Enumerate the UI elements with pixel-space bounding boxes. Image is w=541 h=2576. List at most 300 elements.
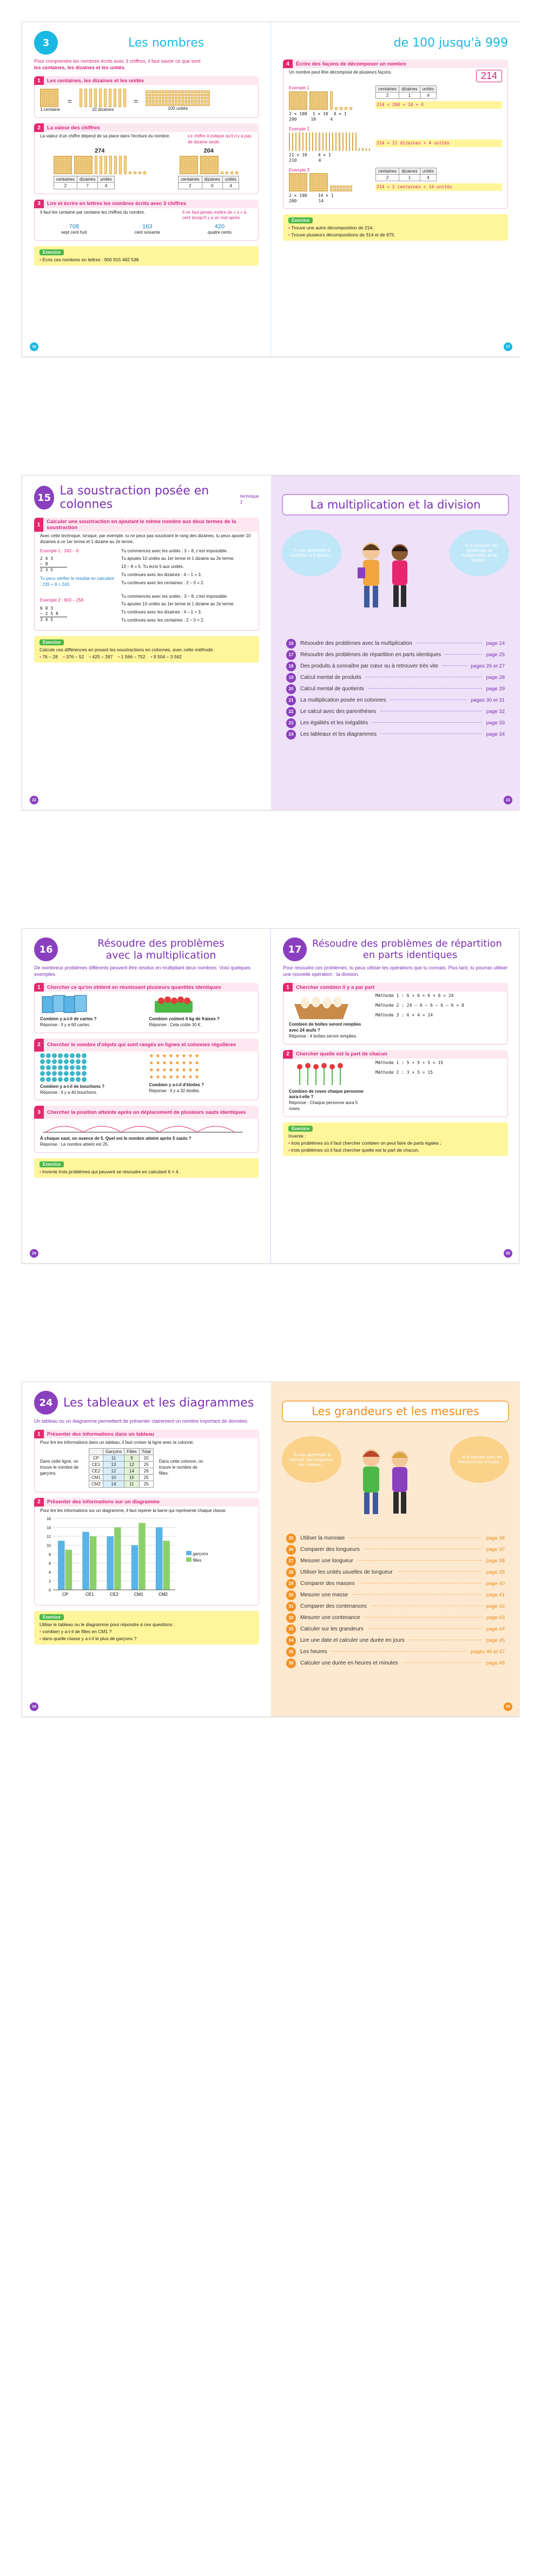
unit-cube-icon bbox=[201, 100, 203, 103]
cap-icon bbox=[64, 1077, 69, 1082]
star-icon: ★ bbox=[149, 1074, 154, 1080]
star-icon: ★ bbox=[175, 1053, 180, 1059]
unit-cube-icon bbox=[134, 171, 136, 174]
header: unités bbox=[420, 168, 436, 174]
ten-bar-icon bbox=[299, 133, 300, 151]
calc-line: 2 3 5 bbox=[40, 567, 54, 573]
bar-garçons-CM2 bbox=[156, 1527, 163, 1590]
unit-cube-icon bbox=[343, 189, 346, 191]
header-unites: unités bbox=[222, 176, 239, 182]
ten-bar-icon bbox=[342, 133, 344, 151]
step: Tu ajoutes 10 unités au 1er terme et 1 dizaine au 2e terme. bbox=[121, 556, 235, 562]
unit-cube-icon bbox=[181, 100, 184, 103]
cap-icon bbox=[58, 1065, 63, 1070]
bar-filles-CE2 bbox=[114, 1527, 121, 1590]
toc-entry bbox=[286, 683, 505, 695]
speech-bubble-right: … et à résoudre des problèmes de multiplication et de division. bbox=[450, 530, 509, 576]
toc-leader-dots bbox=[331, 1651, 466, 1652]
decomposition-row: 214 = 2 centaines + 14 unités bbox=[375, 183, 502, 191]
toc-chapter-number: 32 bbox=[286, 1613, 296, 1623]
table-cell: 20 bbox=[139, 1455, 153, 1461]
ten-bar-icon bbox=[295, 133, 296, 151]
unit-cube-icon bbox=[201, 97, 203, 100]
page-number: 22 bbox=[30, 796, 38, 804]
toc-chapter-number: 23 bbox=[286, 718, 296, 728]
unit-cube-icon bbox=[165, 100, 168, 103]
table-header: Garçons bbox=[103, 1448, 124, 1455]
star-icon: ★ bbox=[168, 1074, 174, 1080]
ten-bar-icon bbox=[330, 91, 333, 110]
question: Combien y a-t-il de bouchons ? bbox=[40, 1084, 105, 1089]
toc-chapter-title: Des produits à connaître par cœur ou à retrouver très vite bbox=[300, 663, 439, 669]
cap-icon bbox=[82, 1071, 87, 1076]
unit-cube-icon bbox=[194, 90, 197, 93]
unit-cube-icon bbox=[369, 148, 370, 151]
cap-icon bbox=[64, 1071, 69, 1076]
cell: 4 bbox=[98, 182, 114, 189]
cap-icon bbox=[64, 1053, 69, 1058]
header-centaines: centaines bbox=[179, 176, 202, 182]
cap-icon bbox=[70, 1077, 75, 1082]
example-274 bbox=[54, 148, 146, 189]
unit-cube-icon bbox=[175, 94, 177, 96]
title-line: en parts identiques bbox=[362, 949, 458, 961]
toc-entry bbox=[286, 672, 505, 683]
toc-chapter-number: 28 bbox=[286, 1568, 296, 1577]
method: Méthode 1 : 5 + 5 + 5 = 15 bbox=[375, 1060, 444, 1065]
toc-chapter-title: Le calcul avec des parenthèses bbox=[300, 709, 377, 715]
cell: 4 bbox=[222, 182, 239, 189]
ten-bar-icon bbox=[100, 156, 102, 174]
toc-chapter-number: 19 bbox=[286, 673, 296, 683]
cap-icon bbox=[46, 1053, 51, 1058]
toc-chapter-title: Résoudre des problèmes avec la multiplication bbox=[300, 640, 412, 646]
chapter-title: Les tableaux et les diagrammes bbox=[63, 1396, 254, 1410]
unit-cube-icon bbox=[181, 90, 184, 93]
page-number: 16 bbox=[30, 342, 38, 351]
unit-cube-icon bbox=[175, 90, 177, 93]
place-value-table: centaines dizaines unités 2 1 4 bbox=[375, 85, 437, 99]
cell: 0 bbox=[202, 182, 222, 189]
unit-cube-icon bbox=[349, 189, 352, 191]
ten-bar-icon bbox=[355, 133, 357, 151]
toc-leader-dots bbox=[445, 654, 482, 655]
unit-cube-icon bbox=[155, 103, 158, 106]
star-icon: ★ bbox=[168, 1067, 174, 1073]
star-icon: ★ bbox=[168, 1060, 174, 1066]
page-right bbox=[271, 929, 520, 1263]
cap-icon bbox=[52, 1071, 57, 1076]
section-title: Chercher le nombre d'objets qui sont rangés en lignes et colonnes régulières bbox=[47, 1042, 236, 1048]
cap-icon bbox=[40, 1053, 45, 1058]
unit-cube-icon bbox=[168, 90, 171, 93]
unit-cube-icon bbox=[152, 103, 155, 106]
decomposition-example-2 bbox=[289, 127, 502, 163]
toc-chapter-title: Comparer des masses bbox=[300, 1581, 355, 1587]
hundred-cube-icon bbox=[200, 156, 219, 174]
toc-page-ref: page 48 bbox=[486, 1660, 505, 1666]
table-header bbox=[89, 1448, 103, 1455]
formula: 4 × 1 bbox=[333, 111, 347, 116]
section-note: Le chiffre 4 indique qu'il n'y a pas de dizaine seule. bbox=[188, 134, 252, 144]
title-line: Résoudre des problèmes bbox=[97, 937, 225, 949]
step: Tu commences avec les unités : 3 – 8, c'est impossible. bbox=[121, 593, 228, 599]
unit-cube-icon bbox=[171, 97, 174, 100]
cap-icon bbox=[76, 1077, 81, 1082]
answer: Réponse : Il y a 40 bouchons. bbox=[40, 1089, 97, 1095]
cap-icon bbox=[40, 1065, 45, 1070]
toc-entry bbox=[286, 717, 505, 729]
ten-bar-icon bbox=[322, 133, 324, 151]
unit-cube-icon bbox=[149, 103, 151, 106]
calc-line: – 2 5 8 bbox=[40, 611, 67, 617]
table-of-contents bbox=[286, 638, 505, 740]
toc-page-ref: page 42 bbox=[486, 1603, 505, 1609]
hundred-cube-icon bbox=[309, 91, 328, 110]
x-tick-label: CE2 bbox=[110, 1591, 118, 1597]
hundred-cube-icon bbox=[74, 156, 93, 174]
toc-chapter-number: 35 bbox=[286, 1647, 296, 1657]
ten-bar-icon bbox=[312, 133, 313, 151]
step: Tu commences avec les unités : 3 – 8, c'est impossible. bbox=[121, 548, 228, 553]
section-number: 2 bbox=[283, 1050, 293, 1059]
ten-bar-icon bbox=[352, 133, 353, 151]
unit-cube-icon bbox=[175, 100, 177, 103]
cap-icon bbox=[82, 1077, 87, 1082]
header-unites: unités bbox=[98, 176, 114, 182]
bar-garçons-CE2 bbox=[107, 1536, 114, 1590]
toc-chapter-title: Mesurer une longueur bbox=[300, 1558, 353, 1564]
legend-swatch bbox=[186, 1551, 192, 1555]
ten-bar-icon bbox=[332, 133, 333, 151]
unit-cube-icon bbox=[165, 90, 168, 93]
star-icon: ★ bbox=[149, 1067, 154, 1073]
unit-cube-icon bbox=[207, 103, 210, 106]
table-cell: 25 bbox=[139, 1474, 153, 1481]
unit-cube-icon bbox=[194, 94, 197, 96]
question: Combien de boîtes seront remplies avec 24 œufs ? bbox=[289, 1022, 361, 1033]
section-title: Chercher la position atteinte après un déplacement de plusieurs sauts identiques bbox=[47, 1109, 246, 1115]
example-number: 214 bbox=[476, 70, 502, 82]
toc-page-ref: page 34 bbox=[486, 731, 505, 737]
table-cell: CM2 bbox=[89, 1481, 103, 1487]
ten-bar-icon bbox=[99, 89, 102, 107]
toc-chapter-number: 29 bbox=[286, 1579, 296, 1589]
page-right bbox=[271, 22, 520, 356]
title-line: Résoudre des problèmes de répartition bbox=[312, 938, 502, 949]
unit-cube-icon bbox=[175, 97, 177, 100]
unit-cube-icon bbox=[191, 100, 194, 103]
intro-line-2: les centaines, les dizaines et les unités. bbox=[34, 65, 126, 71]
toc-entry bbox=[286, 660, 505, 672]
unit-cube-icon bbox=[197, 90, 200, 93]
unit-cube-icon bbox=[335, 107, 338, 110]
star-icon: ★ bbox=[175, 1074, 180, 1080]
method: Méthode 2 : 3 × 5 = 15 bbox=[375, 1069, 433, 1075]
value: 210 bbox=[289, 157, 297, 163]
ten-bar-icon bbox=[104, 89, 107, 107]
unit-cube-icon bbox=[168, 97, 171, 100]
question: À chaque saut, on avance de 5. Quel est le nombre atteint après 5 sauts ? bbox=[40, 1136, 192, 1141]
toc-page-ref: page 45 bbox=[486, 1637, 505, 1643]
star-icon: ★ bbox=[155, 1053, 161, 1059]
exercise-label: Exercice bbox=[39, 1614, 64, 1620]
legend-label: filles bbox=[193, 1557, 202, 1563]
header: unités bbox=[420, 86, 436, 93]
section-1 bbox=[34, 983, 259, 1033]
section-3 bbox=[34, 1106, 259, 1153]
unit-cube-icon bbox=[201, 90, 203, 93]
toc-chapter-title: Mesurer une contenance bbox=[300, 1615, 360, 1621]
unit-cube-icon bbox=[155, 94, 158, 96]
exercise-label: Exercice bbox=[39, 1161, 64, 1167]
decomposition-example-1 bbox=[289, 85, 502, 122]
chapter-number-badge: 17 bbox=[283, 937, 307, 961]
place-value-table bbox=[54, 176, 115, 189]
toc-entry bbox=[286, 1555, 505, 1567]
chapter-title-right: de 100 jusqu'à 999 bbox=[393, 36, 508, 50]
toc-leader-dots bbox=[352, 1594, 481, 1595]
cap-icon bbox=[58, 1077, 63, 1082]
bar-filles-CM1 bbox=[138, 1523, 146, 1590]
toc-chapter-number: 31 bbox=[286, 1602, 296, 1611]
intro-line-1: Pour comprendre les nombres écrits avec 3 chiffres, il faut savoir ce que sont bbox=[34, 58, 201, 64]
calc-line: 3 4 5 bbox=[40, 617, 54, 622]
exercise-item: • combien y a-t-il de filles en CM1 ? bbox=[39, 1629, 254, 1634]
unit-cube-icon bbox=[162, 103, 164, 106]
unit-cube-icon bbox=[197, 100, 200, 103]
ten-bar-icon bbox=[315, 133, 316, 151]
toc-entry bbox=[286, 1601, 505, 1612]
unit-cube-icon bbox=[201, 94, 203, 96]
toc-chapter-number: 26 bbox=[286, 1545, 296, 1555]
y-tick-label: 16 bbox=[47, 1517, 51, 1521]
value: 14 bbox=[318, 199, 324, 204]
ten-bar-icon bbox=[289, 133, 290, 151]
exercise-box bbox=[283, 1122, 508, 1156]
answer: Réponse : 4 boîtes seront remplies. bbox=[289, 1033, 358, 1039]
chart-legend bbox=[186, 1551, 208, 1564]
unit-cube-icon bbox=[152, 90, 155, 93]
unit-cube-icon bbox=[184, 100, 187, 103]
header-dizaines: dizaines bbox=[77, 176, 98, 182]
unit-cube-icon bbox=[178, 97, 181, 100]
unit-cube-icon bbox=[188, 100, 190, 103]
formula: 4 × 1 bbox=[318, 152, 331, 157]
table-cell: 11 bbox=[103, 1455, 124, 1461]
toc-page-ref: page 44 bbox=[486, 1626, 505, 1632]
step: 13 – 8 = 5. Tu écris 5 aux unités. bbox=[121, 564, 184, 570]
section-number: 1 bbox=[34, 1430, 44, 1438]
toc-entry bbox=[286, 1612, 505, 1623]
section-title: Présenter des informations sur un diagramme bbox=[47, 1499, 160, 1505]
toc-chapter-title: Mesurer une masse bbox=[300, 1592, 348, 1598]
cards-illustration bbox=[40, 993, 89, 1015]
chapter-title-suffix: technique 2 bbox=[240, 494, 259, 505]
place-value-table bbox=[178, 176, 239, 189]
speech-bubble-right: … et à calculer avec les heures et les minutes. bbox=[450, 1436, 509, 1483]
unit-cube-icon bbox=[362, 148, 363, 151]
star-icon: ★ bbox=[188, 1067, 193, 1073]
table-cell: 12 bbox=[124, 1461, 140, 1468]
opener-title: La multiplication et la division bbox=[282, 494, 509, 516]
unit-cube-icon bbox=[345, 107, 347, 110]
exercise-box bbox=[283, 214, 508, 241]
unit-cube-icon bbox=[340, 107, 342, 110]
toc-chapter-number: 20 bbox=[286, 684, 296, 694]
exercise-item: • 425 – 287 bbox=[89, 654, 113, 659]
cap-icon bbox=[64, 1065, 69, 1070]
spread-soustraction-multiplication bbox=[22, 475, 519, 810]
star-icon: ★ bbox=[188, 1053, 193, 1059]
unit-cube-icon bbox=[152, 97, 155, 100]
star-icon: ★ bbox=[181, 1053, 187, 1059]
step: Tu continues avec les dizaines : 4 – 1 = 3. bbox=[121, 610, 202, 615]
cell: 2 bbox=[54, 182, 77, 189]
star-icon: ★ bbox=[155, 1067, 161, 1073]
star-icon: ★ bbox=[155, 1060, 161, 1066]
cap-icon bbox=[46, 1071, 51, 1076]
cap-icon bbox=[52, 1065, 57, 1070]
chapter-intro: Pour résoudre ces problèmes, tu peux utiliser les opérations que tu connais. Plus tard, tu pourras utiliser une nouvelle opération : la division. bbox=[283, 965, 508, 977]
table-of-contents bbox=[286, 1533, 505, 1669]
chapter-title-left: Les nombres bbox=[128, 36, 204, 50]
unit-cube-icon bbox=[346, 186, 349, 188]
toc-entry bbox=[286, 1646, 505, 1657]
section-note: Il ne faut jamais mettre de « s » à cent lorsqu'il y a un mot après. bbox=[182, 209, 247, 221]
unit-cube-icon bbox=[159, 103, 161, 106]
toc-chapter-number: 25 bbox=[286, 1534, 296, 1543]
cap-icon bbox=[82, 1053, 87, 1058]
number-value: 708 bbox=[69, 223, 79, 230]
cap-icon bbox=[70, 1053, 75, 1058]
section-title: Présenter des informations dans un tableau bbox=[47, 1431, 154, 1437]
unit-cube-icon bbox=[333, 189, 336, 191]
table-cell: 26 bbox=[139, 1468, 153, 1474]
answer: Réponse : Chaque personne aura 5 roses. bbox=[289, 1100, 358, 1112]
page-right-opener bbox=[271, 1382, 520, 1716]
section-title: Calculer une soustraction en ajoutant le même nombre aux deux termes de la soustraction bbox=[47, 519, 236, 531]
chapter-number-badge: 15 bbox=[34, 486, 54, 510]
toc-page-ref: page 40 bbox=[486, 1581, 505, 1587]
toc-chapter-title: Lire une date et calculer une durée en jours bbox=[300, 1637, 405, 1643]
table-cell: 14 bbox=[124, 1468, 140, 1474]
unit-cube-icon bbox=[337, 189, 339, 191]
number-word-pair bbox=[61, 223, 87, 236]
toc-chapter-title: Les heures bbox=[300, 1649, 327, 1655]
toc-page-ref: page 41 bbox=[486, 1592, 505, 1598]
place-value-table: centaines dizaines unités 2 1 4 bbox=[375, 168, 437, 181]
unit-cube-icon bbox=[155, 90, 158, 93]
cell: 2 bbox=[179, 182, 202, 189]
header: dizaines bbox=[399, 86, 420, 93]
section-number: 3 bbox=[34, 200, 44, 208]
section-1 bbox=[283, 983, 508, 1044]
section-1 bbox=[34, 76, 259, 118]
method: Méthode 2 : 24 – 6 – 6 – 6 – 6 = 0 bbox=[375, 1003, 464, 1008]
section-3 bbox=[34, 200, 259, 241]
chapter-intro: De nombreux problèmes différents peuvent être résolus en multipliant deux nombres. Voici quelques exemples. bbox=[34, 965, 251, 977]
x-tick-label: CM1 bbox=[134, 1591, 143, 1597]
question: Combien de roses chaque personne aura-t-elle ? bbox=[289, 1088, 364, 1100]
unit-cube-icon bbox=[188, 94, 190, 96]
unit-cube-icon bbox=[194, 100, 197, 103]
formula: 14 × 1 bbox=[318, 193, 334, 199]
ten-bar-icon bbox=[349, 133, 350, 151]
equals-sign: = bbox=[67, 96, 72, 105]
unit-cube-icon bbox=[149, 94, 151, 96]
decomposition-row: 214 = 200 + 10 + 4 bbox=[375, 101, 502, 109]
exercise-box bbox=[34, 246, 259, 266]
tens-bars bbox=[80, 89, 126, 113]
chapter-title bbox=[63, 937, 259, 961]
x-tick-label: CM2 bbox=[158, 1591, 168, 1597]
calc-line: 6 0 3 bbox=[40, 605, 54, 611]
unit-cube-icon bbox=[155, 97, 158, 100]
legend-swatch bbox=[186, 1557, 192, 1562]
toc-page-ref: pages 46 et 47 bbox=[471, 1649, 505, 1655]
toc-leader-dots bbox=[397, 1571, 482, 1572]
cap-icon bbox=[40, 1077, 45, 1082]
unit-cube-icon bbox=[146, 100, 148, 103]
step: Tu continues avec les dizaines : 4 – 1 = 3. bbox=[121, 572, 202, 577]
section-number: 2 bbox=[34, 1498, 44, 1507]
toc-entry bbox=[286, 1657, 505, 1669]
exercise-label: Exercice bbox=[39, 249, 64, 255]
star-icon: ★ bbox=[175, 1067, 180, 1073]
unit-cube-icon bbox=[159, 97, 161, 100]
section-title: Chercher ce qu'on obtient en réunissant plusieurs quantités identiques bbox=[47, 984, 221, 990]
bar-garçons-CM1 bbox=[131, 1545, 138, 1590]
unit-cube-icon bbox=[159, 100, 161, 103]
star-icon: ★ bbox=[149, 1060, 154, 1066]
section-number: 2 bbox=[34, 123, 44, 132]
unit-cube-icon bbox=[171, 94, 174, 96]
unit-cube-icon bbox=[188, 103, 190, 106]
section-text: La valeur d'un chiffre dépend de sa place dans l'écriture du nombre. bbox=[40, 134, 170, 139]
toc-chapter-number: 17 bbox=[286, 650, 296, 660]
cap-icon bbox=[76, 1059, 81, 1064]
cap-icon bbox=[82, 1065, 87, 1070]
unit-cube-icon bbox=[204, 97, 207, 100]
cap-icon bbox=[58, 1053, 63, 1058]
answer: Réponse : Il y a 32 étoiles. bbox=[149, 1088, 200, 1093]
unit-cube-icon bbox=[191, 103, 194, 106]
toc-entry bbox=[286, 1623, 505, 1635]
table-cell: 25 bbox=[139, 1481, 153, 1487]
cap-icon bbox=[70, 1065, 75, 1070]
unit-cube-icon bbox=[349, 107, 352, 110]
cap-icon bbox=[70, 1071, 75, 1076]
toc-page-ref: page 43 bbox=[486, 1615, 505, 1621]
unit-cube-icon bbox=[188, 97, 190, 100]
hundred-cube-icon bbox=[309, 173, 328, 191]
unit-cube-icon bbox=[333, 186, 336, 188]
section-number: 2 bbox=[34, 1039, 44, 1052]
section-4 bbox=[283, 60, 508, 209]
toc-page-ref: page 24 bbox=[486, 640, 505, 646]
unit-cube-icon bbox=[349, 186, 352, 188]
toc-chapter-number: 27 bbox=[286, 1556, 296, 1566]
table-row bbox=[89, 1461, 154, 1468]
caps-grid bbox=[40, 1053, 144, 1082]
toc-chapter-title: Calcul mental de produits bbox=[300, 675, 361, 681]
page-left bbox=[22, 1382, 271, 1716]
question: Combien y a-t-il de cartes ? bbox=[40, 1016, 97, 1022]
unit-cube-icon bbox=[165, 94, 168, 96]
section-text: Pour lire les informations sur un diagramme, il faut repérer la barre qui représente chaque classe. bbox=[40, 1508, 227, 1513]
decomposition-example-3 bbox=[289, 168, 502, 204]
